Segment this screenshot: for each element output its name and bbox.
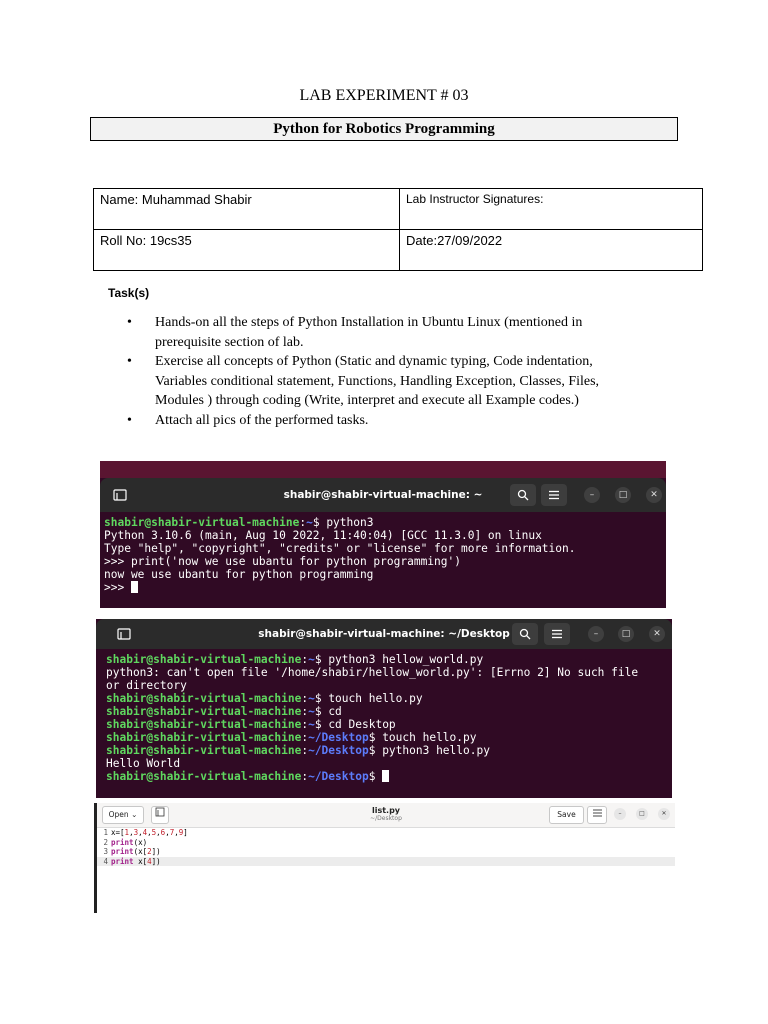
- code-line: 3 print(x[2]): [103, 847, 161, 856]
- editor-header: [97, 803, 675, 828]
- signature-cell: Lab Instructor Signatures:: [400, 189, 703, 230]
- search-button[interactable]: [512, 623, 538, 645]
- terminal-title: shabir@shabir-virtual-machine: ~/Desktop: [258, 628, 510, 640]
- terminal-titlebar: [96, 619, 672, 649]
- minimize-button[interactable]: –: [614, 808, 626, 820]
- menu-button[interactable]: [587, 806, 607, 824]
- task-item: • Hands-on all the steps of Python Installation in Ubuntu Linux (mentioned in prerequisite section of lab.: [120, 313, 645, 352]
- page-title: LAB EXPERIMENT # 03: [299, 87, 469, 104]
- roll-cell: Roll No: 19cs35: [94, 230, 400, 271]
- subtitle: Python for Robotics Programming: [90, 117, 678, 141]
- text-editor-window: [94, 803, 675, 913]
- terminal-titlebar: [100, 478, 666, 512]
- open-button[interactable]: Open ⌄: [102, 806, 144, 824]
- cursor: [131, 581, 138, 593]
- cursor: [382, 770, 389, 782]
- chevron-down-icon: ⌄: [131, 810, 138, 819]
- menu-button[interactable]: [544, 623, 570, 645]
- menu-button[interactable]: [541, 484, 567, 506]
- maximize-button[interactable]: □: [636, 808, 648, 820]
- terminal-output: shabir@shabir-virtual-machine:~$ python3 Python 3.10.6 (main, Aug 10 2022, 11:40:04) [GCC 11.3.0] on linux Type "help", "copyright", "credits" or "license" for more information. >>> print('now we use ubantu for python programming') now we use ubantu for python programming >>>: [104, 516, 576, 594]
- date-cell: Date:27/09/2022: [400, 230, 703, 271]
- save-button[interactable]: Save: [549, 806, 584, 824]
- minimize-button[interactable]: –: [588, 626, 604, 642]
- close-button[interactable]: ✕: [649, 626, 665, 642]
- close-button[interactable]: ✕: [658, 808, 670, 820]
- terminal-window-1: [100, 461, 666, 608]
- search-icon: [519, 628, 531, 640]
- code-area[interactable]: [97, 828, 675, 866]
- close-button[interactable]: ✕: [646, 487, 662, 503]
- code-line: 4 print x[4]): [97, 857, 675, 867]
- terminal-output: shabir@shabir-virtual-machine:~$ python3 hellow_world.py python3: can't open file '/home/shabir/hellow_world.py': [Errno 2] No such file or directory shabir@shabir-virtual-machine:~$ touch hello.py shabir@shabir-virtual-machine:~$ cd shabir@shabir-virtual-machine:~$ cd Desktop shabir@shabir-virtual-machine:~/Desktop$ touch hello.py shabir@shabir-virtual-machine:~/Desktop$ python3 hello.py Hello World shabir@shabir-virtual-machine:~/Desktop$: [106, 653, 639, 783]
- task-item: • Exercise all concepts of Python (Static and dynamic typing, Code indentation, Variables conditional statement, Functions, Handling Exception, Classes, Files, Modules ) through coding (Write, interpret and execute all Example codes.): [120, 352, 645, 411]
- document-title: list.py ~/Desktop: [370, 806, 402, 822]
- tasks-heading: Task(s): [108, 286, 150, 300]
- code-line: 1 x=[1,3,4,5,6,7,9]: [103, 828, 188, 837]
- minimize-button[interactable]: –: [584, 487, 600, 503]
- code-line: 2 print(x): [103, 837, 148, 847]
- maximize-button[interactable]: □: [615, 487, 631, 503]
- search-button[interactable]: [510, 484, 536, 506]
- task-item: • Attach all pics of the performed tasks.: [120, 411, 645, 431]
- maximize-button[interactable]: □: [618, 626, 634, 642]
- hamburger-icon: [551, 629, 563, 639]
- terminal-window-2: [96, 619, 672, 798]
- terminal-title: shabir@shabir-virtual-machine: ~: [283, 489, 483, 501]
- hamburger-icon: [548, 490, 560, 500]
- task-list: [120, 313, 645, 430]
- hamburger-icon: [593, 809, 602, 817]
- info-table: [93, 188, 703, 271]
- search-icon: [517, 489, 529, 501]
- name-cell: Name: Muhammad Shabir: [94, 189, 400, 230]
